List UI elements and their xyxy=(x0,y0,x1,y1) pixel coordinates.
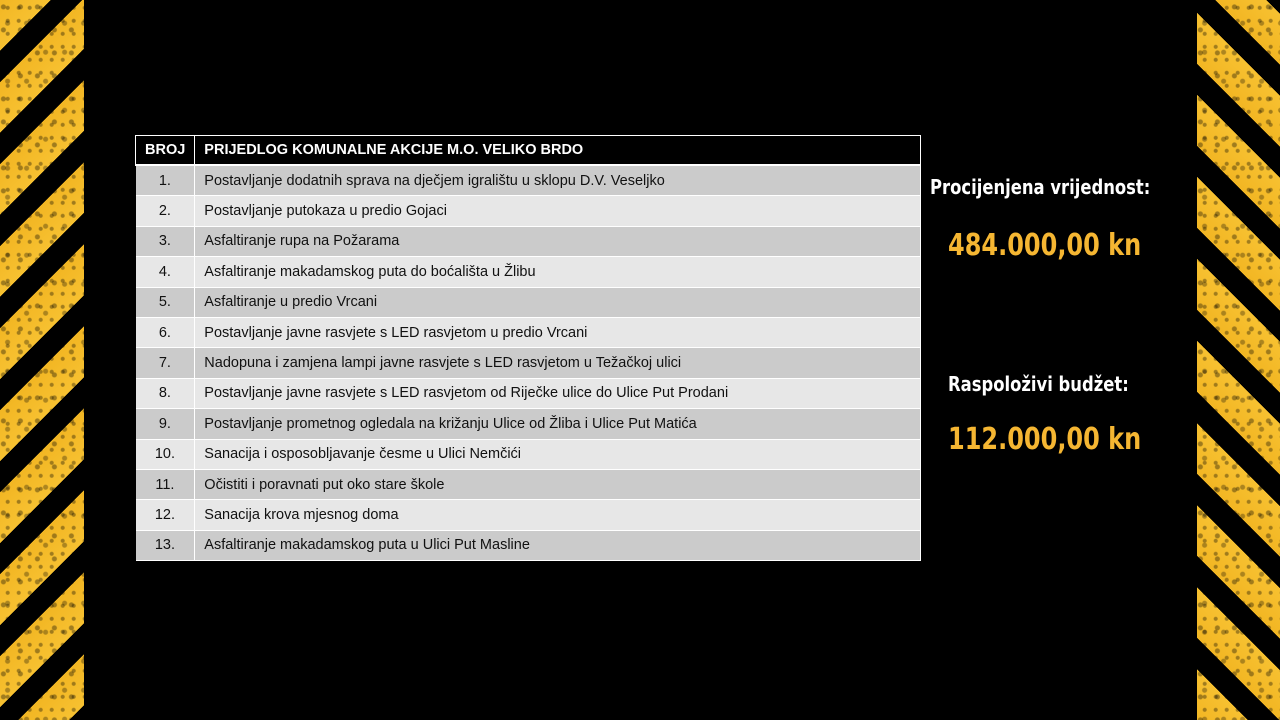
row-proposal: Asfaltiranje u predio Vrcani xyxy=(195,287,921,317)
row-number: 8. xyxy=(136,378,195,408)
hazard-stripes-right xyxy=(1197,0,1280,720)
estimated-value-amount: 484.000,00 kn xyxy=(948,228,1142,263)
row-proposal: Postavljanje dodatnih sprava na dječjem igralištu u sklopu D.V. Veseljko xyxy=(195,165,921,196)
table-row xyxy=(136,165,921,196)
row-proposal: Asfaltiranje makadamskog puta u Ulici Put Masline xyxy=(195,530,921,560)
header-number: BROJ xyxy=(136,136,195,166)
estimated-value-label: Procijenjena vrijednost: xyxy=(930,175,1151,199)
table-row xyxy=(136,348,921,378)
table-row xyxy=(136,409,921,439)
row-number: 4. xyxy=(136,257,195,287)
row-number: 7. xyxy=(136,348,195,378)
row-number: 1. xyxy=(136,165,195,196)
row-proposal: Postavljanje prometnog ogledala na križanju Ulice od Žliba i Ulice Put Matića xyxy=(195,409,921,439)
row-number: 12. xyxy=(136,500,195,530)
header-proposal: PRIJEDLOG KOMUNALNE AKCIJE M.O. VELIKO BRDO xyxy=(195,136,921,166)
table-row xyxy=(136,287,921,317)
table-row xyxy=(136,257,921,287)
row-proposal: Sanacija krova mjesnog doma xyxy=(195,500,921,530)
row-proposal: Asfaltiranje makadamskog puta do boćališta u Žlibu xyxy=(195,257,921,287)
row-proposal: Postavljanje putokaza u predio Gojaci xyxy=(195,196,921,226)
table-row xyxy=(136,317,921,347)
row-proposal: Asfaltiranje rupa na Požarama xyxy=(195,226,921,256)
row-proposal: Postavljanje javne rasvjete s LED rasvjetom od Riječke ulice do Ulice Put Prodani xyxy=(195,378,921,408)
table-row xyxy=(136,226,921,256)
row-number: 10. xyxy=(136,439,195,469)
table-row xyxy=(136,378,921,408)
hazard-stripes-left xyxy=(0,0,84,720)
table-row xyxy=(136,439,921,469)
row-proposal: Sanacija i osposobljavanje česme u Ulici Nemčići xyxy=(195,439,921,469)
budget-label: Raspoloživi budžet: xyxy=(948,372,1129,396)
row-proposal: Očistiti i poravnati put oko stare škole xyxy=(195,469,921,499)
table-header-row xyxy=(136,136,921,166)
row-proposal: Nadopuna i zamjena lampi javne rasvjete s LED rasvjetom u Težačkoj ulici xyxy=(195,348,921,378)
proposals-table xyxy=(135,135,921,561)
table-row xyxy=(136,530,921,560)
row-number: 2. xyxy=(136,196,195,226)
row-proposal: Postavljanje javne rasvjete s LED rasvjetom u predio Vrcani xyxy=(195,317,921,347)
row-number: 3. xyxy=(136,226,195,256)
row-number: 9. xyxy=(136,409,195,439)
row-number: 5. xyxy=(136,287,195,317)
row-number: 13. xyxy=(136,530,195,560)
table-row xyxy=(136,500,921,530)
row-number: 11. xyxy=(136,469,195,499)
budget-amount: 112.000,00 kn xyxy=(948,422,1142,457)
table-row xyxy=(136,196,921,226)
table-body xyxy=(136,165,921,561)
table-row xyxy=(136,469,921,499)
row-number: 6. xyxy=(136,317,195,347)
